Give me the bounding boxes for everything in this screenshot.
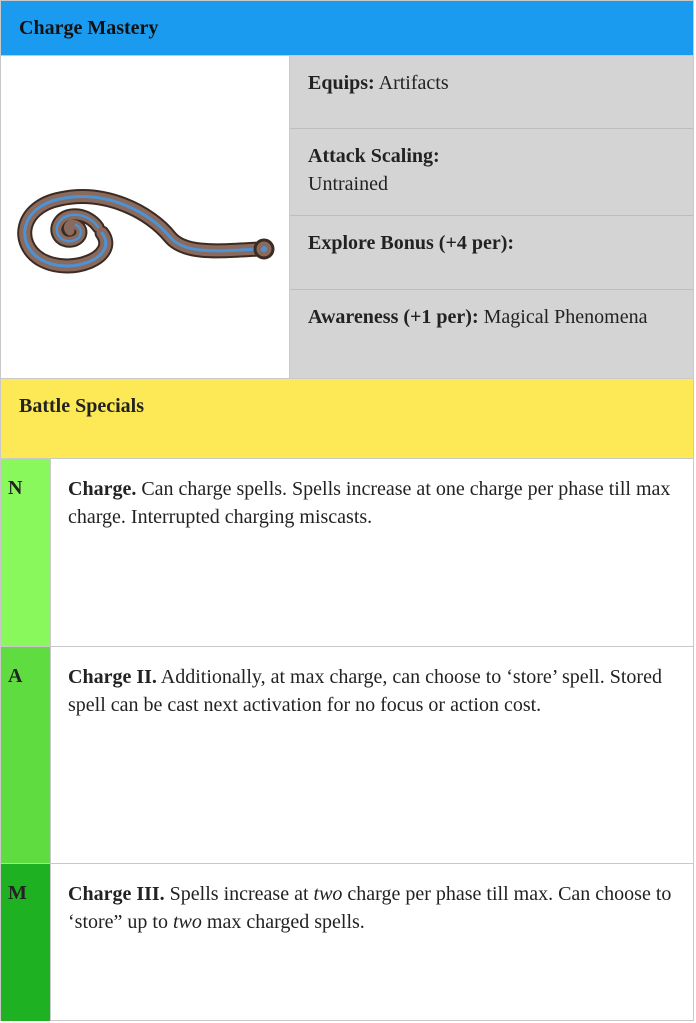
stats-panel <box>290 56 693 378</box>
artifact-image <box>1 56 290 378</box>
special-description <box>51 459 693 646</box>
stat-value: Artifacts <box>378 72 449 94</box>
spiral-artifact-icon <box>10 157 280 277</box>
stat-value: Magical Phenomena <box>483 306 648 328</box>
stat-awareness <box>290 290 693 378</box>
special-text: Additionally, at max charge, can choose to ‘store’ spell. Stored spell can be cast next activation for no focus or action cost. <box>68 666 662 716</box>
stat-label: Awareness (+1 per): <box>308 306 479 328</box>
special-text-part: Spells increase at <box>169 883 314 905</box>
stat-label: Explore Bonus (+4 per): <box>308 232 515 254</box>
rank-badge: N <box>1 459 51 646</box>
special-name: Charge. <box>68 478 137 500</box>
card-title: Charge Mastery <box>1 1 693 56</box>
special-name: Charge II. <box>68 666 157 688</box>
special-description <box>51 647 693 863</box>
special-row-n <box>1 459 693 647</box>
special-row-m <box>1 864 693 1021</box>
rank-badge: A <box>1 647 51 863</box>
emphasis-text: two <box>172 911 202 933</box>
special-text-part: charge per phase till max. Can choose to ‘store” up to <box>68 883 672 933</box>
stat-label: Equips: <box>308 72 375 94</box>
stat-equips <box>290 56 693 129</box>
special-row-a <box>1 647 693 864</box>
special-description <box>51 864 693 1021</box>
special-text: Can charge spells. Spells increase at one charge per phase till max charge. Interrupted charging miscasts. <box>68 478 671 528</box>
stat-explore-bonus <box>290 216 693 290</box>
card-top <box>1 56 693 379</box>
rank-badge: M <box>1 864 51 1021</box>
special-text-part: max charged spells. <box>201 911 365 933</box>
stat-label: Attack Scaling: <box>308 145 440 167</box>
stat-attack-scaling <box>290 129 693 216</box>
stat-value: Untrained <box>308 173 388 195</box>
battle-specials-heading: Battle Specials <box>1 379 693 459</box>
special-name: Charge III. <box>68 883 165 905</box>
emphasis-text: two <box>313 883 343 905</box>
